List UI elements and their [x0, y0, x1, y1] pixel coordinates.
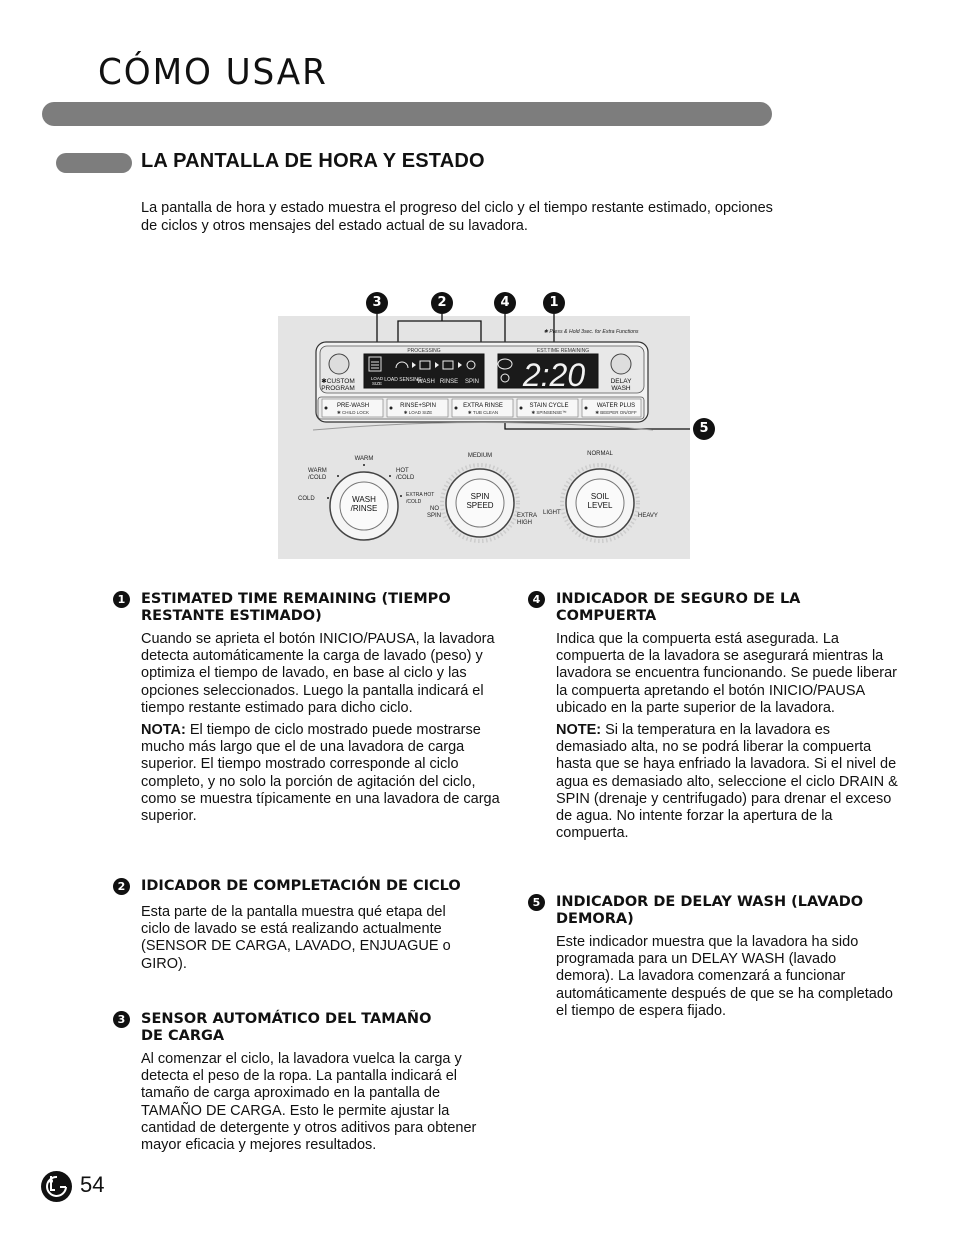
press-hold-note: ✱ Press & Hold 3sec. for Extra Functions — [543, 329, 639, 335]
knob1-label-1: WASH — [352, 495, 376, 504]
item-5-number: 5 — [528, 894, 545, 911]
item-4-title: INDICADOR DE SEGURO DE LA COMPUERTA — [556, 591, 801, 624]
svg-text:/COLD: /COLD — [308, 475, 327, 481]
wash-label: WASH — [417, 379, 435, 385]
item-2-title: IDICADOR DE COMPLETACIÓN DE CICLO — [141, 878, 461, 894]
custom-program-label-2: PROGRAM — [321, 385, 355, 392]
rinse-label: RINSE — [439, 379, 459, 385]
option-stain-cycle: STAIN CYCLE — [529, 403, 569, 409]
load-sensing-label: LOAD SENSING — [384, 377, 422, 383]
knob2-label-1: SPIN — [470, 492, 490, 501]
item-1-note — [141, 722, 503, 825]
section-title: LA PANTALLA DE HORA Y ESTADO — [141, 150, 485, 172]
item-5-title: INDICADOR DE DELAY WASH (LAVADO DEMORA) — [556, 894, 864, 927]
delay-wash-label-2: WASH — [611, 385, 631, 392]
callout-1: 1 — [543, 292, 565, 314]
item-3 — [113, 1011, 503, 1154]
callout-2: 2 — [431, 292, 453, 314]
item-5-body: Este indicador muestra que la lavadora ha sido programada para un DELAY WASH (lavado demora). La lavadora comenzará a funcionar automáticamente después de que se ha completado el tiempo de espera fijado. — [556, 934, 893, 1019]
header-bar — [42, 102, 772, 126]
callout-3: 3 — [366, 292, 388, 314]
item-5 — [528, 894, 898, 1020]
page-number: 54 — [80, 1172, 105, 1197]
item-1 — [113, 591, 503, 825]
option-extra-rinse-sub: ✱ TUB CLEAN — [467, 410, 499, 415]
knob1-label-2: /RINSE — [350, 504, 378, 513]
callout-5: 5 — [693, 418, 715, 440]
item-1-note-text: El tiempo de ciclo mostrado puede mostrarse mucho más largo que el de una lavadora de carga superior. El tiempo mostrado corresponde al ciclo completo, y no solo la porción de agitación del ciclo, como se muestra típicamente en una lavadora de carga superior. — [141, 722, 500, 825]
item-3-body: Al comenzar el ciclo, la lavadora vuelca la carga y detecta el peso de la ropa. La pantalla indicará el tamaño de carga aproximado en la pantalla de TAMAÑO DE CARGA. Esto le permite ajustar la cantidad de detergente y otros aditivos para obtener mayor eficacia y mejores resultados. — [141, 1051, 477, 1154]
item-1-note-label: NOTA: — [141, 722, 186, 739]
custom-program-label-1: ✱CUSTOM — [321, 378, 355, 385]
svg-text:WARM: WARM — [308, 468, 327, 474]
item-4-body: Indica que la compuerta está asegurada. La compuerta de la lavadora se asegurará mientras la lavadora se encuentra funcionando. Se puede liberar la compuerta apretando el botón INICIO/PAUSA ubicado en la parte superior de la lavadora. — [556, 631, 897, 716]
item-2-body: Esta parte de la pantalla muestra qué etapa del ciclo de lavado se está realizando actualmente (SENSOR DE CARGA, LAVADO, ENJUAGUE o GIRO). — [141, 904, 451, 972]
svg-text:/COLD: /COLD — [396, 475, 415, 481]
est-time-label: EST.TIME REMAINING — [536, 348, 590, 354]
chapter-title: CÓMO USAR — [98, 52, 328, 93]
item-3-title: SENSOR AUTOMÁTICO DEL TAMAÑO DE CARGA — [141, 1011, 432, 1044]
spin-label: SPIN — [464, 379, 480, 385]
knob3-pos-normal: NORMAL — [587, 451, 613, 457]
knob1-pos-warm: WARM — [354, 456, 374, 462]
item-4 — [528, 591, 898, 842]
item-2 — [113, 878, 503, 973]
svg-text:SIZE: SIZE — [371, 381, 383, 386]
svg-text:/COLD: /COLD — [406, 499, 422, 505]
option-water-plus: WATER PLUS — [596, 403, 636, 409]
item-1-title: ESTIMATED TIME REMAINING (TIEMPO RESTANTE ESTIMADO) — [141, 591, 451, 624]
knob2-label-2: SPEED — [466, 501, 494, 510]
item-4-note-label: NOTE: — [556, 722, 602, 739]
svg-text:SPIN: SPIN — [427, 513, 442, 519]
knob2-pos-medium: MEDIUM — [467, 453, 493, 459]
svg-text:HIGH: HIGH — [517, 520, 532, 526]
item-4-note-text: Si la temperatura en la lavadora es demasiado alta, no se podrá liberar la compuerta hasta que se haya enfriado la lavadora. Si el nivel de agua es demasiado alto, seleccione el ciclo DRAIN & SPIN (drenaje y centrifugado) para drenar el exceso de agua. No intente forzar la apertura de la compuerta. — [556, 722, 898, 842]
item-3-number: 3 — [113, 1011, 130, 1028]
control-panel-figure — [278, 290, 709, 560]
lg-logo-icon — [40, 1170, 73, 1203]
delay-wash-label-1: DELAY — [610, 378, 632, 385]
knob3-pos-light: LIGHT — [543, 510, 561, 516]
knob3-label-1: SOIL — [590, 492, 610, 501]
section-pill — [56, 153, 132, 173]
time-display: 2:20 — [522, 357, 586, 393]
option-prewash: PRE-WASH — [336, 403, 370, 409]
option-extra-rinse: EXTRA RINSE — [463, 403, 503, 409]
item-2-number: 2 — [113, 878, 130, 895]
svg-text:NO: NO — [430, 506, 439, 512]
option-water-plus-sub: ✱ BEEPER ON/OFF — [595, 410, 637, 415]
option-rinse-spin-sub: ✱ LOAD SIZE — [403, 410, 433, 415]
callout-4: 4 — [494, 292, 516, 314]
option-stain-cycle-sub: ✱ SPINSENSE™ — [531, 410, 567, 415]
spin-speed-knob — [427, 453, 537, 541]
processing-label: PROCESSING — [407, 348, 441, 354]
item-4-number: 4 — [528, 591, 545, 608]
item-1-number: 1 — [113, 591, 130, 608]
intro-paragraph: La pantalla de hora y estado muestra el progreso del ciclo y el tiempo restante estimado, opciones de ciclos y otros mensajes del estado actual de su lavadora. — [141, 200, 773, 234]
svg-text:EXTRA HOT: EXTRA HOT — [406, 492, 435, 498]
svg-text:LOAD: LOAD — [370, 376, 384, 381]
item-4-note — [556, 722, 898, 842]
knob3-pos-heavy: HEAVY — [638, 513, 658, 519]
item-1-body: Cuando se aprieta el botón INICIO/PAUSA, la lavadora detecta automáticamente la carga de lavado (peso) y optimiza el tiempo de lavado, en base al ciclo y las opciones seleccionados. Luego la pantalla indicará el tiempo restante estimado para dicho ciclo. — [141, 631, 495, 716]
wash-rinse-knob — [298, 456, 434, 540]
option-prewash-sub: ✱ CHILD LOCK — [336, 410, 370, 415]
option-rinse-spin: RINSE+SPIN — [400, 403, 436, 409]
knob1-pos-cold: COLD — [298, 496, 315, 502]
svg-text:HOT: HOT — [396, 468, 409, 474]
knob3-label-2: LEVEL — [587, 501, 613, 510]
soil-level-knob — [543, 451, 658, 541]
svg-text:EXTRA: EXTRA — [517, 513, 538, 519]
panel-drawing — [278, 290, 690, 560]
